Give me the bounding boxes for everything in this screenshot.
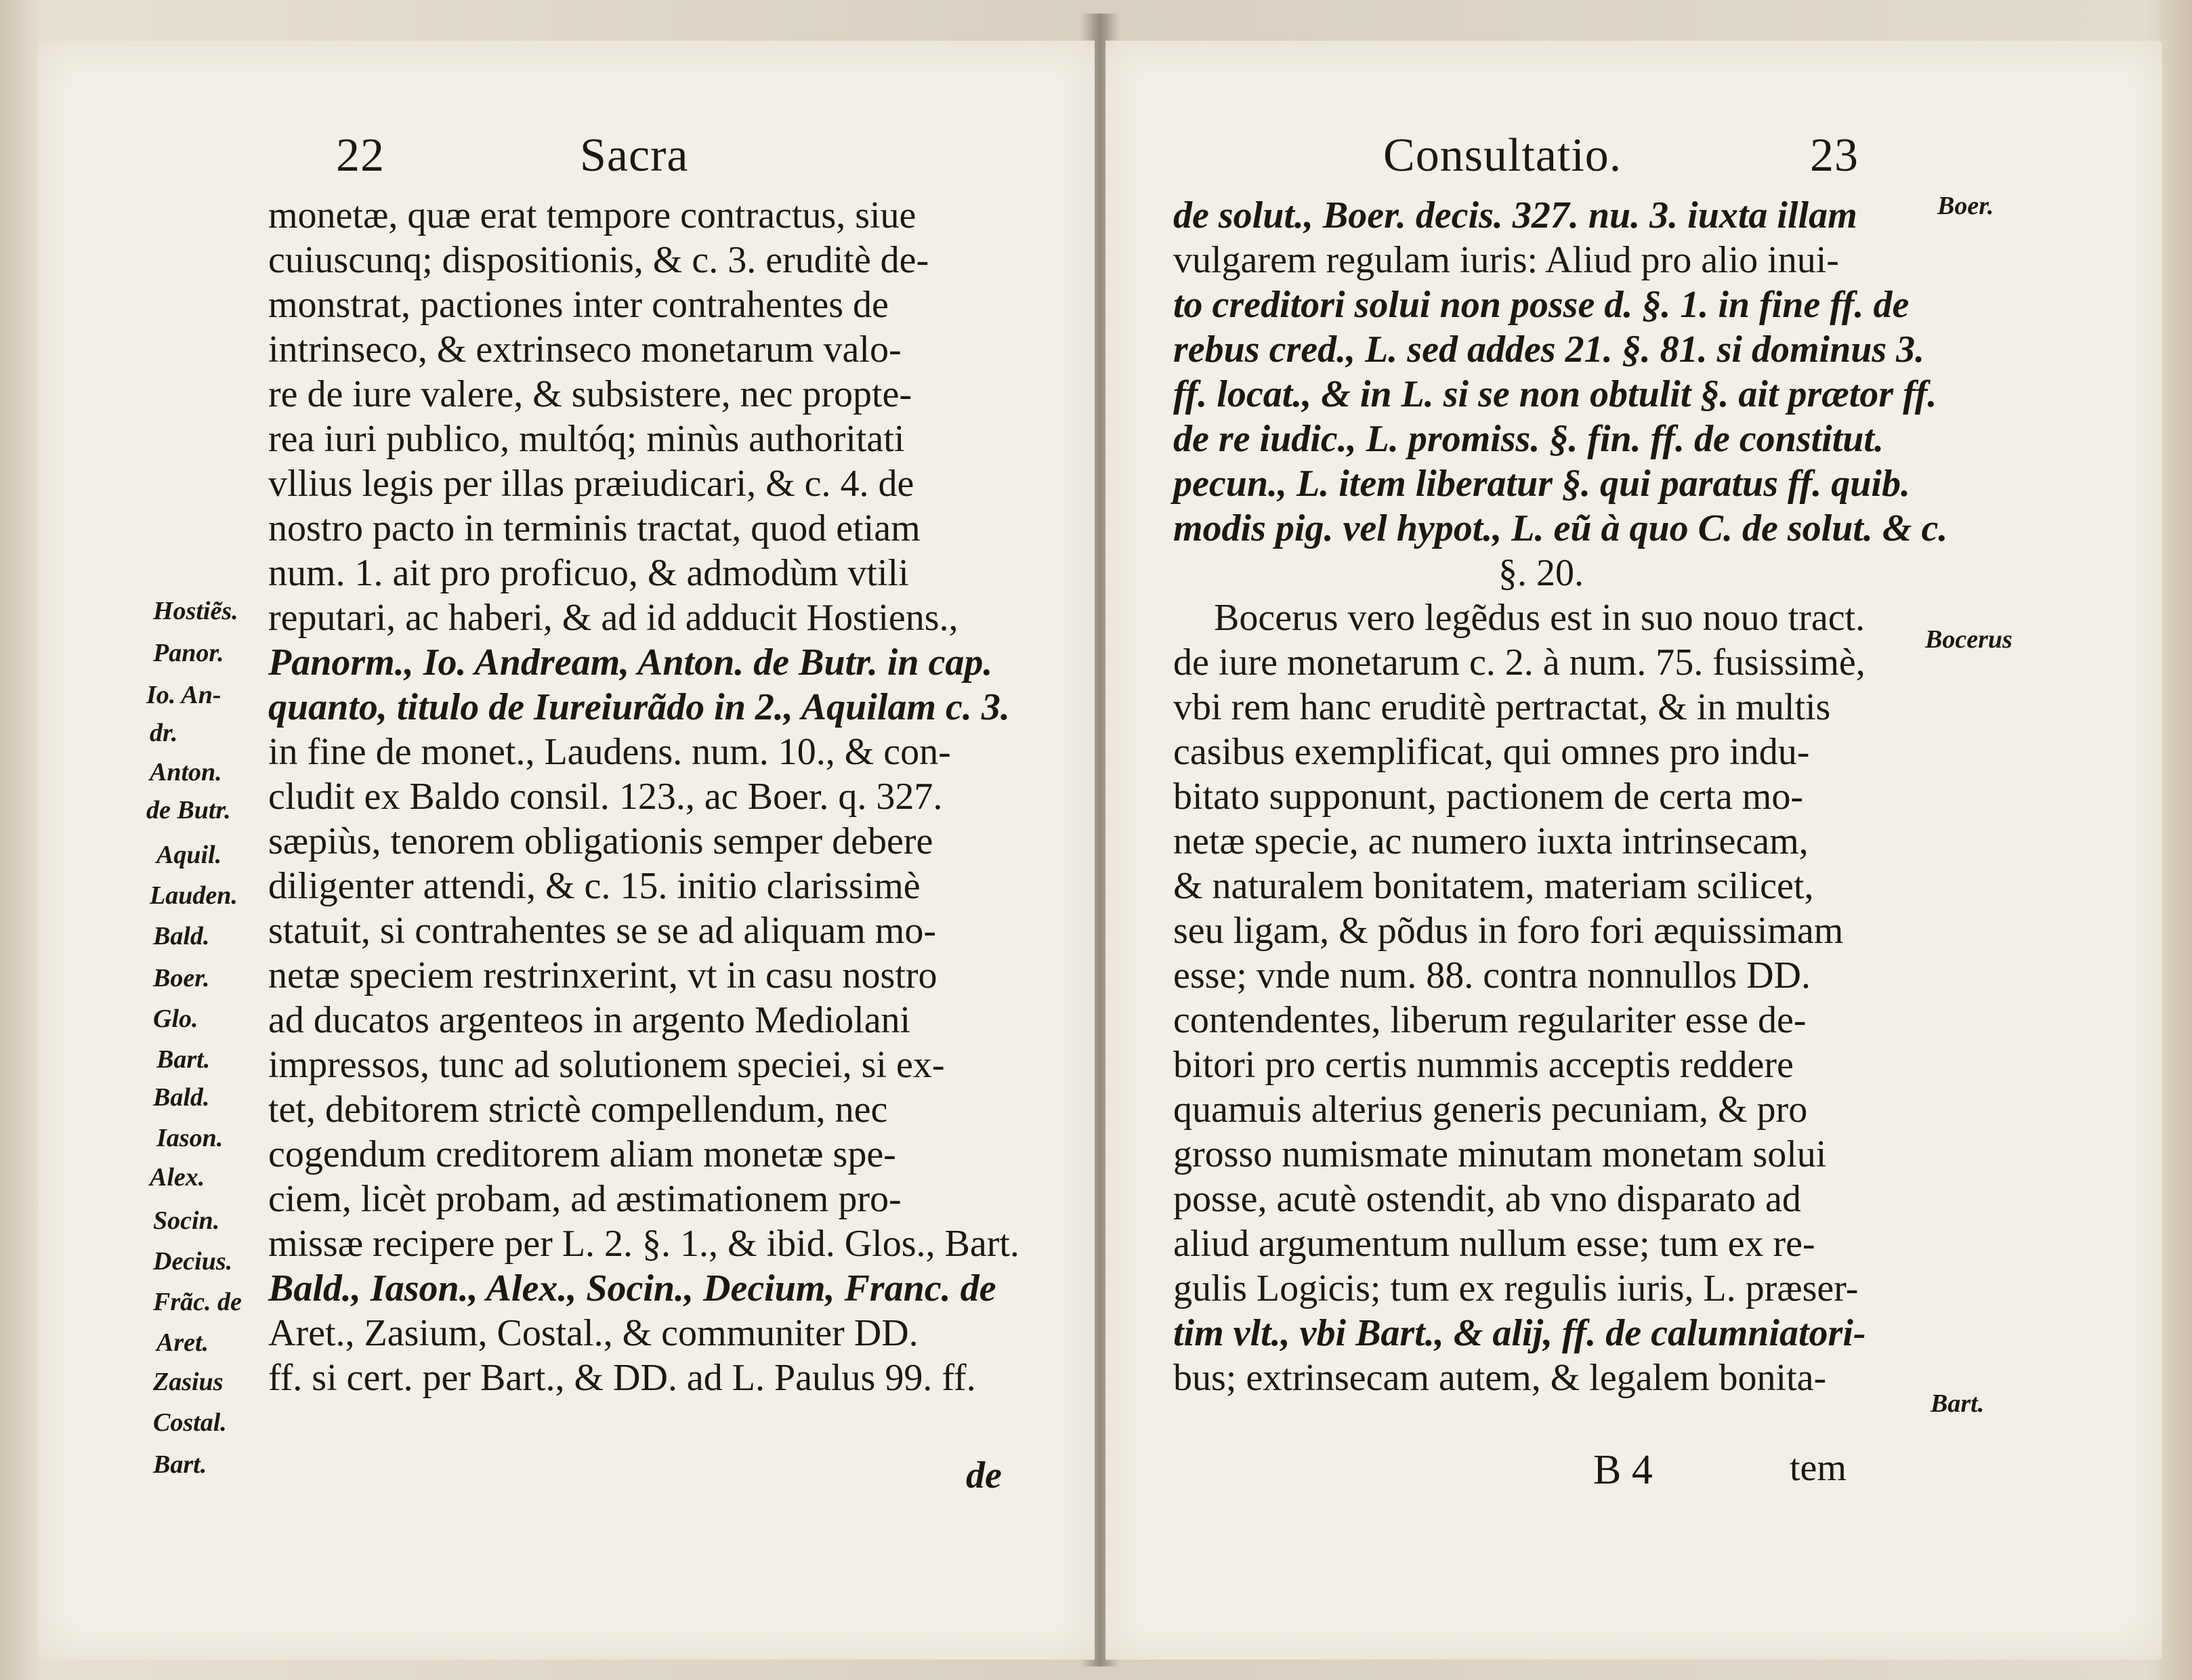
margin-note: Hostiẽs.: [153, 597, 238, 625]
text-line: cuiuscunq; dispositionis, & c. 3. eruditè de-: [268, 239, 929, 281]
left-page: [38, 41, 1095, 1660]
text-line: pecun., L. item liberatur §. qui paratus ff. quib.: [1173, 463, 1910, 505]
text-line: quamuis alterius generis pecuniam, & pro: [1173, 1089, 1808, 1131]
text-line: modis pig. vel hypot., L. eũ à quo C. de solut. & c.: [1173, 507, 1948, 549]
text-line: bitori pro certis nummis acceptis reddere: [1173, 1044, 1794, 1086]
text-line: posse, acutè ostendit, ab vno disparato ad: [1173, 1178, 1801, 1220]
margin-note: Lauden.: [150, 881, 238, 910]
right-running-head: Consultatio.: [1383, 129, 1622, 182]
margin-note: Aret.: [156, 1328, 209, 1357]
text-line: rebus cred., L. sed addes 21. §. 81. si dominus 3.: [1173, 329, 1925, 371]
signature-mark: B 4: [1593, 1447, 1653, 1493]
text-line: tet, debitorem strictè compellendum, nec: [268, 1089, 888, 1131]
text-line: tim vlt., vbi Bart., & alij, ff. de calumniatori-: [1173, 1312, 1866, 1354]
text-line: grosso numismate minutam monetam solui: [1173, 1133, 1827, 1175]
text-line: Panorm., Io. Andream, Anton. de Butr. in cap.: [268, 642, 993, 684]
text-line: de re iudic., L. promiss. §. fin. ff. de constitut.: [1173, 418, 1884, 460]
text-line: intrinseco, & extrinseco monetarum valo-: [268, 329, 902, 371]
margin-note: Costal.: [153, 1408, 227, 1437]
text-line: cludit ex Baldo consil. 123., ac Boer. q. 327.: [268, 776, 943, 818]
margin-note: Alex.: [150, 1163, 205, 1192]
text-line: impressos, tunc ad solutionem speciei, si ex-: [268, 1044, 945, 1086]
text-line: reputari, ac haberi, & ad id adducit Hostiens.,: [268, 597, 958, 639]
text-line: rea iuri publico, multóq; minùs authoritati: [268, 418, 905, 460]
text-line: Bocerus vero legẽdus est in suo nouo tract.: [1214, 597, 1866, 639]
text-line: diligenter attendi, & c. 15. initio clarissimè: [268, 865, 921, 907]
right-catchword: tem: [1790, 1447, 1847, 1489]
text-line: netæ speciem restrinxerint, vt in casu nostro: [268, 954, 937, 996]
text-line: missæ recipere per L. 2. §. 1., & ibid. Glos., Bart.: [268, 1223, 1019, 1265]
text-line: Aret., Zasium, Costal., & communiter DD.: [268, 1312, 919, 1354]
margin-note: Socin.: [153, 1206, 220, 1235]
margin-note: dr.: [150, 719, 178, 747]
text-line: contendentes, liberum regulariter esse de-: [1173, 999, 1807, 1041]
text-line: ff. locat., & in L. si se non obtulit §. ait prætor ff.: [1173, 373, 1937, 415]
left-page-number: 22: [336, 129, 385, 182]
text-line: re de iure valere, & subsistere, nec propte-: [268, 373, 912, 415]
text-line: esse; vnde num. 88. contra nonnullos DD.: [1173, 954, 1811, 996]
margin-note: Bart.: [1931, 1389, 1985, 1418]
margin-note: Anton.: [150, 758, 222, 786]
margin-note: Bocerus: [1925, 625, 2012, 654]
text-line: statuit, si contrahentes se se ad aliquam mo-: [268, 910, 936, 952]
text-line: vbi rem hanc eruditè pertractat, & in multis: [1173, 686, 1831, 728]
margin-note: Glo.: [153, 1005, 198, 1033]
margin-note: Bart.: [156, 1045, 211, 1074]
text-line: ff. si cert. per Bart., & DD. ad L. Paulus 99. ff.: [268, 1357, 976, 1399]
right-page: [1105, 41, 2162, 1660]
margin-note: Panor.: [153, 639, 224, 667]
text-line: nostro pacto in terminis tractat, quod etiam: [268, 507, 921, 549]
text-line: de iure monetarum c. 2. à num. 75. fusissimè,: [1173, 642, 1866, 684]
margin-note: Aquil.: [156, 841, 222, 869]
margin-note: Iason.: [156, 1124, 224, 1152]
text-line: & naturalem bonitatem, materiam scilicet,: [1173, 865, 1814, 907]
margin-note: Boer.: [1937, 192, 1994, 220]
text-line: vulgarem regulam iuris: Aliud pro alio inui-: [1173, 239, 1839, 281]
text-line: quanto, titulo de Iureiurãdo in 2., Aquilam c. 3.: [268, 686, 1010, 728]
text-line: Bald., Iason., Alex., Socin., Decium, Franc. de: [268, 1267, 996, 1309]
right-page-number: 23: [1810, 129, 1859, 182]
text-line: to creditori solui non posse d. §. 1. in fine ff. de: [1173, 284, 1910, 326]
text-line: bitato supponunt, pactionem de certa mo-: [1173, 776, 1803, 818]
margin-note: Boer.: [153, 964, 210, 992]
text-line: num. 1. ait pro proficuo, & admodùm vtili: [268, 552, 909, 594]
margin-note: Bart.: [153, 1450, 207, 1479]
text-line: cogendum creditorem aliam monetæ spe-: [268, 1133, 896, 1175]
text-line: in fine de monet., Laudens. num. 10., & con-: [268, 731, 951, 773]
margin-note: Bald.: [153, 1083, 210, 1112]
margin-note: Io. An-: [146, 681, 222, 709]
text-line: netæ specie, ac numero iuxta intrinsecam,: [1173, 820, 1809, 862]
text-line: monstrat, pactiones inter contrahentes de: [268, 284, 889, 326]
text-line: aliud argumentum nullum esse; tum ex re-: [1173, 1223, 1815, 1265]
text-line: seu ligam, & põdus in foro fori æquissimam: [1173, 910, 1844, 952]
text-line: casibus exemplificat, qui omnes pro indu-: [1173, 731, 1810, 773]
margin-note: Frãc. de: [153, 1288, 242, 1316]
text-line: vllius legis per illas præiudicari, & c. 4. de: [268, 463, 914, 505]
margin-note: Zasius: [153, 1368, 224, 1396]
text-line: bus; extrinsecam autem, & legalem bonita-: [1173, 1357, 1827, 1399]
text-line: sæpiùs, tenorem obligationis semper debere: [268, 820, 933, 862]
text-line: gulis Logicis; tum ex regulis iuris, L. præser-: [1173, 1267, 1859, 1309]
text-line: monetæ, quæ erat tempore contractus, siue: [268, 194, 916, 236]
text-line: ad ducatos argenteos in argento Mediolani: [268, 999, 911, 1041]
text-line: de solut., Boer. decis. 327. nu. 3. iuxta illam: [1173, 194, 1857, 236]
left-running-head: Sacra: [580, 129, 689, 182]
left-catchword: de: [966, 1454, 1002, 1496]
margin-note: Bald.: [153, 922, 210, 950]
text-line: §. 20.: [1498, 552, 1584, 594]
margin-note: Decius.: [153, 1247, 233, 1276]
text-line: ciem, licèt probam, ad æstimationem pro-: [268, 1178, 902, 1220]
margin-note: de Butr.: [146, 796, 231, 824]
